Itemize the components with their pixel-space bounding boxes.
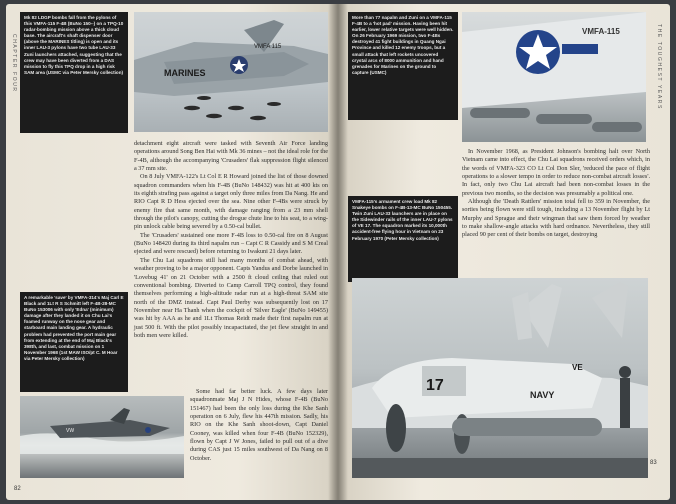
left-page — [6, 4, 338, 500]
photo-caption-right-middle: VMFA-115's armament crew load Mk 82 Snakeye bombs on F-4B-13-MC BuNo 150455. Twin Zuni LAU-33 launchers are in place on the Sidewinder rails of the inner LAU-7 pylons of VE 17. The squadron marked its 10,000th accident-free flying hour in Vietnam on 23 February 1970 (Peter Mersky collection) — [348, 196, 458, 282]
photo-foamed-runway — [20, 396, 184, 478]
right-paragraph-1: In November 1968, as President Johnson's bombing halt over North Vietnam came into effect, the Chu Lai squadrons received orders which, in the words of VMFA-323 CO Lt Col Don Sler, 'reduced the pace of flight operations to a slower tempo in order to reduce non-combat aircraft losses'. In fact, only two Chu Lai aircraft had been non-combat losses in the previous two months, so the decision was presumably a political one. — [462, 148, 650, 197]
right-paragraph-2: Although the 'Death Rattlers' mission total fell to 359 in November, the sorties being flown were still tough, including a 13 November flight by Lt Murphy and Sprague and their wingman that saw them forced by weather to make shallow-angle attacks with hard ordnance. Nevertheless, they still placed 90 per cent of their bombs on target, destroying — [462, 198, 650, 239]
tail-code: VE — [572, 363, 583, 372]
photo-caption-right-top: More than 77 napalm and Zuni on a VMFA-115 F-4B to a 'hot pad' mission. Having been hit earlier, lower relative targets were well hidden. On 26 February 1969 mission, two F-4Bs destroyed 41 fight buildings in Quang Ngai Province and killed 12 enemy troops, but a small attack that left rockets uncovered crystal arcs of 8000 ammunition and hand grenades for Marines on the ground to capture (USMC) — [348, 12, 458, 120]
left-paragraph-3: The 'Crusaders' sustained one more F-4B loss to 0.50-cal fire on 8 August (BuNo 148420 during its third napalm run – Capt C R Cassidy and S M Creal ejected and were rescued) before returning to Iwakuni 21 days later. — [134, 231, 328, 256]
photo-armament-crew — [352, 278, 648, 478]
left-body-text — [134, 140, 328, 390]
right-body-text — [462, 148, 650, 274]
photo-wing-napalm — [462, 12, 646, 142]
photo-caption-bottom: A remarkable 'save' by VMFA-314's Maj Carl E Black and 1Lt R S Schmitt left F-4B-28-MC BuNo 153006 with only 'Edna' (minimum) damage after they landed it on Chu Lai's foamed runway on the nose gear and starboard main landing gear. A hydraulic problem had prevented the port main gear from extending at the end of Maj Black's 398th, and last, combat mission on 1 November 1968 (1st MAW ISO/pt C. M Hoar via Peter Mersky collection) — [20, 292, 128, 392]
modex-17: 17 — [426, 377, 444, 394]
left-paragraph-4: The Chu Lai squadrons still had many months of combat ahead, with weather proving to be a major opponent. Capts Yandus and Dorbe launched in 'Lovebug 41' on 21 October with a 2500 ft cloud ceiling that ruled out conventional bombing. Diverted to Camp Carroll TPQ control, they found themselves performing a high-altitude radar run at a high-threat SAM site north of the DMZ instead. Capt Paul Derby was subsequently lost on 17 November near Ha Thanh when the cockpit of 'Silver Eagle' (BuNo 149455) was hit by AAA as he and 1Lt Thomas Reidt made their first napalm run at just 500 ft. With the pilot possibly incapacitated, the jet flew straight in and both men were killed. — [134, 256, 328, 339]
photo-caption-top: Mk 82 LDGP bombs fall from the pylons of this VMFA-115 F-4B (BuNo 150--) on a TPQ-10 radar-bombing mission above a thick cloud base. The aircraft's shaft dispenser door (above the MARINES titling) is open and its inner LAU-3 pylons have two tube LAU-33 Zuni launchers attached, suggesting that the crew may have been diverted from a DAS mission to fly this TPQ drop in a high risk SAM area (USMC via Peter Mersky collection) — [20, 12, 128, 133]
left-page-number: 82 — [14, 486, 21, 492]
wing-titling: VMFA-115 — [582, 27, 620, 36]
photo-f4b-bombing — [134, 12, 328, 132]
right-page-number: 83 — [650, 460, 657, 466]
right-page — [338, 4, 670, 500]
left-paragraph-5: Some had far better luck. A few days later squadronmate Maj J N Hides, whose F-4B (BuNo 151467) had been the only loss during the Khe Sanh operation on 6 July, flew his 447th mission. Sadly, his RIO on the Khe Sanh shoot-down, Capt Daniel Cooney, was killed when four F-4B (BuNo 152329), flown by Capt J W Jones, failed to pull out of a dive during CAS just 15 miles southwest of Da Nang on 8 October. — [190, 388, 328, 462]
open-book — [6, 4, 670, 500]
svg-text:VW: VW — [66, 428, 75, 434]
chapter-label: CHAPTER FOUR — [11, 34, 17, 93]
chapter-label-right: THE TOUGHEST YEARS — [656, 24, 662, 110]
navy-titling: NAVY — [530, 390, 555, 400]
left-paragraph-2: On 8 July VMFA-122's Lt Col E R Howard joined the list of those downed squadron commanders when his F-4B (BuNo 148432) was hit at 400 kts on its eighth strafing pass against a target only three miles from Da Nang. He and RIO Capt R D Hess ejected over the sea. Nine other F-4Bs were struck by enemy fire that same month, with damage ranging from a 23 mm shell through the pilot's canopy, cutting the drogue chute line to his seat, to a wing-pin unlock cable being severed by a 0.50-cal bullet. — [134, 173, 328, 231]
marines-titling: MARINES — [164, 68, 206, 78]
book-gutter — [328, 4, 348, 500]
squadron-titling: VMFA 115 — [254, 44, 282, 50]
left-paragraph-1: detachment eight aircraft were tasked with Seventh Air Force landing operations around Song Ben Hai with Mk 36 mines – not the ideal role for the F-4B, although the accompanying 'Crusaders' flak suppression flight silenced a 37 mm site. — [134, 140, 328, 173]
left-body-text-cont — [190, 388, 328, 488]
